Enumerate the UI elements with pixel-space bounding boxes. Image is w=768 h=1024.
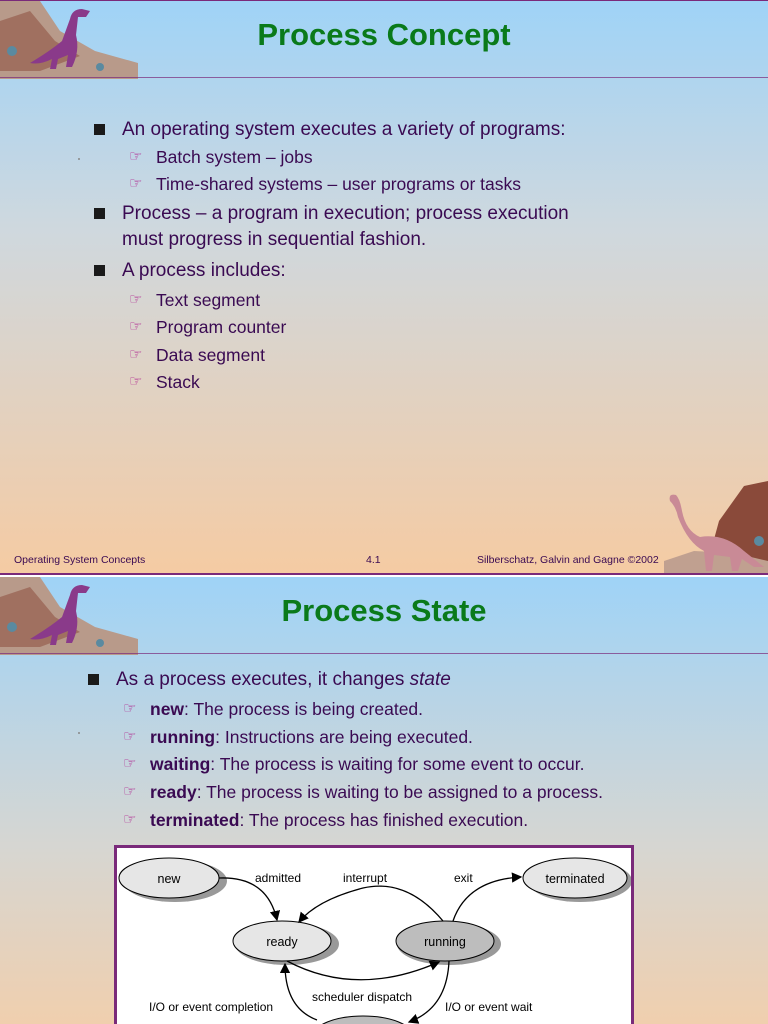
sub-bullet-item: ☞ Batch system – jobs [129,147,313,167]
square-bullet [94,124,105,135]
node-label: ready [266,935,298,949]
edge-label: admitted [255,871,302,885]
slide-title: Process State [281,593,487,628]
sub-bullet-item: ☞ Program counter [129,317,287,337]
edge-label: I/O or event wait [445,1000,533,1014]
dinosaur-icon [664,481,768,575]
pointing-hand-icon: ☞ [123,755,137,772]
process-state-diagram [114,845,634,1024]
bullet-item: An operating system executes a variety of programs: [122,117,566,143]
decorative-dot [78,158,80,160]
pointing-hand-icon: ☞ [129,373,143,390]
footer-page-number: 4.1 [366,554,381,566]
bullet-item: As a process executes, it changes state [116,667,451,693]
square-bullet [94,265,105,276]
state-item-new: ☞ new: The process is being created. [123,699,424,719]
state-item-terminated: ☞ terminated: The process has finished execution. [123,810,529,830]
pointing-hand-icon: ☞ [129,318,143,335]
pointing-hand-icon: ☞ [123,700,137,717]
title-divider [0,77,768,78]
sub-bullet-item: ☞ Text segment [129,290,261,310]
node-label: new [157,872,181,886]
sub-bullet-item: ☞ Data segment [129,345,265,365]
pointing-hand-icon: ☞ [129,291,143,308]
edge-label: interrupt [343,871,388,885]
bullet-item: A process includes: [122,258,286,284]
pointing-hand-icon: ☞ [123,783,137,800]
footer-right: Silberschatz, Galvin and Gagne ©2002 [477,554,659,566]
decorative-dot [78,732,80,734]
pointing-hand-icon: ☞ [123,728,137,745]
slide-process-state [0,577,768,1024]
sub-bullet-item: ☞ Time-shared systems – user programs or tasks [129,174,522,194]
edge-interrupt [299,886,443,922]
sub-bullet-item: ☞ Stack [129,372,200,392]
bullet-item: Process – a program in execution; process execution must progress in sequential fashion. [122,201,569,253]
title-divider [0,653,768,654]
edge-scheduler-dispatch [287,961,439,980]
edge-io-wait [409,961,449,1022]
pointing-hand-icon: ☞ [129,148,143,165]
edge-label: exit [454,871,473,885]
edge-label: I/O or event completion [149,1000,274,1014]
state-item-waiting: ☞ waiting: The process is waiting for some event to occur. [123,754,585,774]
node-label: running [424,935,466,949]
slide-title: Process Concept [257,17,511,52]
pointing-hand-icon: ☞ [129,346,143,363]
state-item-ready: ☞ ready: The process is waiting to be assigned to a process. [123,782,603,802]
pointing-hand-icon: ☞ [123,811,137,828]
node-label: terminated [545,872,605,886]
state-item-running: ☞ running: Instructions are being executed. [123,727,473,747]
square-bullet [88,674,99,685]
square-bullet [94,208,105,219]
pointing-hand-icon: ☞ [129,175,143,192]
node-waiting [313,1016,413,1024]
footer-left: Operating System Concepts [14,554,146,566]
edge-label: scheduler dispatch [312,990,413,1004]
